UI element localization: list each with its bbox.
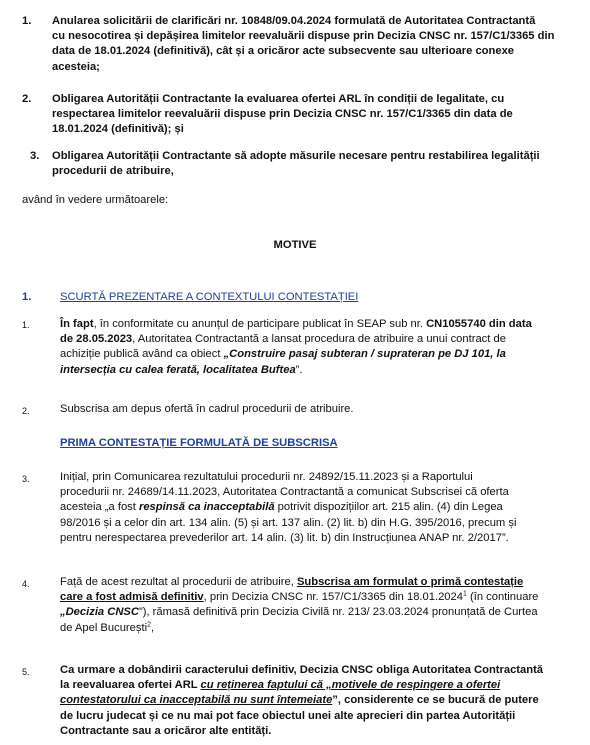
paragraph-1: În fapt, în conformitate cu anunțul de participare publicat în SEAP sub nr. CN1055740 din data de 28.05.2023, Autoritatea Contractantă a lansat procedura de atribuire a unui contract de achiziție publică având ca obiect „Construire pasaj subteran / suprateran pe DJ 101, la intersecția cu calea ferată, localitatea Buftea”. [60, 318, 532, 376]
paragraph-number: 5. [22, 667, 30, 677]
line: procedurii de atribuire, [52, 165, 174, 178]
line: Obligarea Autorității Contractante la evaluarea ofertei ARL în condiții de legalitate, cu [52, 93, 505, 105]
paragraph-3: Inițial, prin Comunicarea rezultatului procedurii nr. 24892/15.11.2023 și a Raportului procedurii nr. 24689/14.11.2023, Autoritatea Contractantă a comunicat Subscrisei că oferta acesteia „a fost respinsă ca inacceptabilă potrivit dispozițiilor art. 215 alin. (4) din Legea 98/2016 și a celor din art. 134 alin. (5) și art. 137 alin. (2) lit. b) din H.G. 395/2016, precum și pentru nerespectarea prevederilor art. 14 alin. (3) lit. b) din Instrucțiunea ANAP nr. 2/2017”. [60, 471, 517, 544]
item-number: 1. [22, 15, 32, 27]
line: acesteia; [52, 60, 100, 73]
item-text [52, 92, 572, 138]
paragraph-number: 4. [22, 579, 30, 589]
paragraph-number: 1. [22, 320, 30, 330]
line: 18.01.2024 (definitivă); și [52, 123, 184, 136]
motive-heading: MOTIVE [273, 239, 317, 251]
paragraph-number: 2. [22, 406, 30, 416]
line: data de 18.01.2024 (definitivă), cât și a oricăror acte subsecvente sau ulterioare conexe [52, 45, 515, 58]
section-number: 1. [22, 291, 32, 303]
item-text [52, 14, 572, 75]
item-number: 2. [22, 93, 32, 105]
footnote-ref: 2 [147, 620, 151, 628]
line: cu nesocotirea și depășirea limitelor reevaluării dispuse prin Decizia CNSC nr. 157/C1/3365 din [52, 30, 555, 43]
intro-text: având în vedere următoarele: [22, 194, 169, 206]
item-number: 3. [30, 150, 40, 162]
line: Anularea solicitării de clarificări nr. 10848/09.04.2024 formulată de Autoritatea Contractantă [52, 15, 536, 27]
paragraph-4: Față de acest rezultat al procedurii de atribuire, Subscrisa am formulat o primă contestație care a fost admisă definitiv, prin Decizia CNSC nr. 157/C1/3365 din 18.01.2024$^1$ (în continuare „Decizia CNSC”), rămasă definitivă prin Decizia Civilă nr. 213/ 23.03.2024 pronunțată de Curtea de Apel București$^2$, [60, 576, 539, 634]
paragraph-number: 3. [22, 474, 30, 484]
section-subtitle: PRIMA CONTESTAȚIE FORMULATĂ DE SUBSCRISA [60, 437, 338, 449]
section-title: SCURTĂ PREZENTARE A CONTEXTULUI CONTESTAȚIEI [60, 291, 359, 303]
line: respectarea limitelor reevaluării dispuse prin Decizia CNSC nr. 157/C1/3365 din data de [52, 108, 513, 121]
paragraph-5: Ca urmare a dobândirii caracterului definitiv, Decizia CNSC obliga Autoritatea Contractantă la reevaluarea ofertei ARL cu reținerea faptului că „motivele de respingere a ofertei contestatorului ca inacceptabilă nu sunt întemeiate”, considerente ce se bucură de putere de lucru judecat și ce nu mai pot face obiectul unei alte aprecieri din partea Autorității Contractante sau a oricăror alte entități. [60, 664, 544, 737]
item-text [52, 149, 572, 179]
paragraph-2: Subscrisa am depus ofertă în cadrul procedurii de atribuire. [60, 403, 354, 415]
line: Obligarea Autorității Contractante să adopte măsurile necesare pentru restabilirea legalității [52, 150, 540, 162]
footnote-ref: 1 [462, 590, 467, 598]
